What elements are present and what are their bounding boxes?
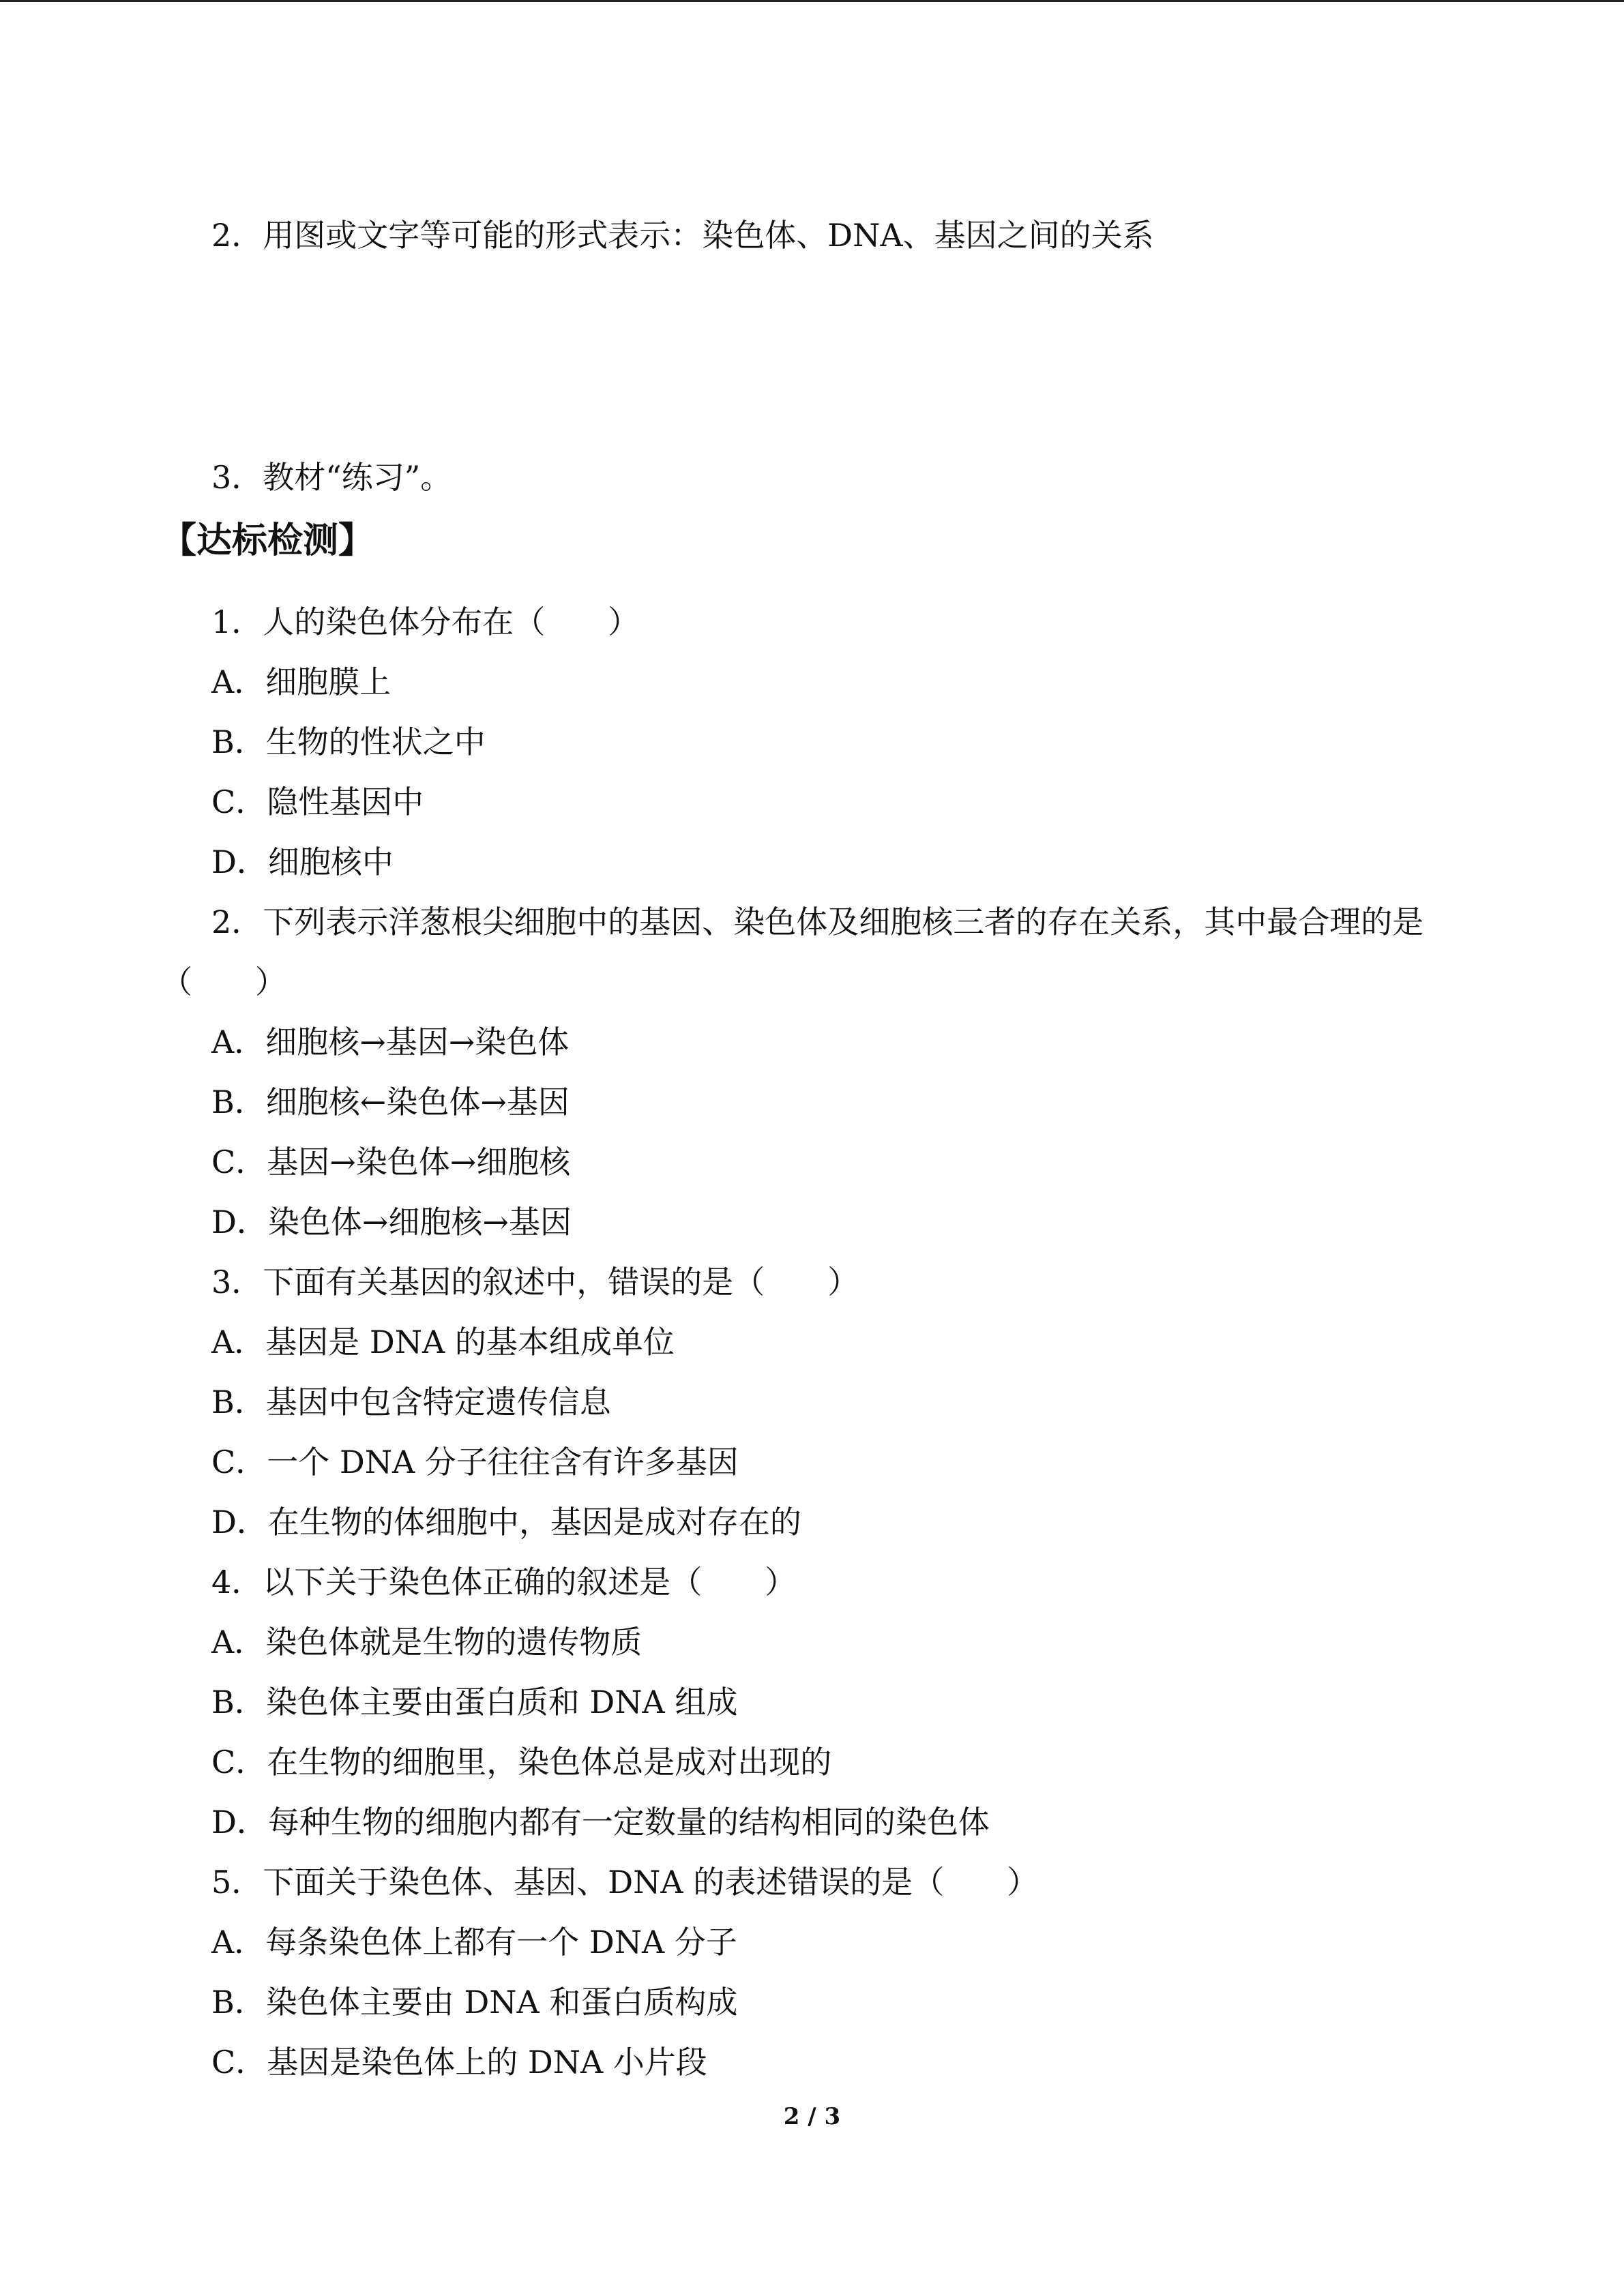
question-3-stem: 3．下面有关基因的叙述中，错误的是（ ） bbox=[211, 1264, 859, 1300]
page-number: 2 / 3 bbox=[783, 2103, 841, 2130]
lead-item-2: 2．用图或文字等可能的形式表示：染色体、DNA、基因之间的关系 bbox=[211, 217, 1154, 254]
question-4-option-a: A．染色体就是生物的遗传物质 bbox=[211, 1624, 643, 1660]
question-3-option-d: D．在生物的体细胞中，基因是成对存在的 bbox=[211, 1504, 801, 1540]
question-1-stem: 1．人的染色体分布在（ ） bbox=[211, 603, 640, 640]
question-2-option-c: C．基因→染色体→细胞核 bbox=[211, 1144, 571, 1180]
question-3-option-a: A．基因是 DNA 的基本组成单位 bbox=[211, 1324, 675, 1360]
question-5-option-c: C．基因是染色体上的 DNA 小片段 bbox=[211, 2044, 707, 2081]
section-heading: 【达标检测】 bbox=[161, 520, 374, 561]
question-2-option-a: A．细胞核→基因→染色体 bbox=[211, 1024, 570, 1060]
question-3-option-b: B．基因中包含特定遗传信息 bbox=[211, 1384, 611, 1420]
question-2-option-d: D．染色体→细胞核→基因 bbox=[211, 1204, 572, 1240]
question-1-option-a: A．细胞膜上 bbox=[211, 664, 392, 700]
question-4-option-b: B．染色体主要由蛋白质和 DNA 组成 bbox=[211, 1684, 738, 1720]
question-2-stem: 2．下列表示洋葱根尖细胞中的基因、染色体及细胞核三者的存在关系，其中最合理的是 bbox=[211, 904, 1424, 940]
question-4-option-d: D．每种生物的细胞内都有一定数量的结构相同的染色体 bbox=[211, 1804, 990, 1840]
question-2-stem-continuation: （ ） bbox=[161, 964, 286, 1000]
question-1-option-c: C．隐性基因中 bbox=[211, 784, 424, 820]
lead-item-3: 3．教材“练习”。 bbox=[211, 459, 452, 496]
question-4-stem: 4．以下关于染色体正确的叙述是（ ） bbox=[211, 1564, 797, 1600]
question-5-option-a: A．每条染色体上都有一个 DNA 分子 bbox=[211, 1924, 737, 1960]
question-1-option-d: D．细胞核中 bbox=[211, 844, 394, 880]
question-3-option-c: C．一个 DNA 分子往往含有许多基因 bbox=[211, 1444, 739, 1480]
question-2-option-b: B．细胞核←染色体→基因 bbox=[211, 1084, 570, 1120]
question-5-option-b: B．染色体主要由 DNA 和蛋白质构成 bbox=[211, 1984, 738, 2021]
question-1-option-b: B．生物的性状之中 bbox=[211, 724, 486, 760]
question-4-option-c: C．在生物的细胞里，染色体总是成对出现的 bbox=[211, 1744, 832, 1780]
question-5-stem: 5．下面关于染色体、基因、DNA 的表述错误的是（ ） bbox=[211, 1864, 1039, 1900]
